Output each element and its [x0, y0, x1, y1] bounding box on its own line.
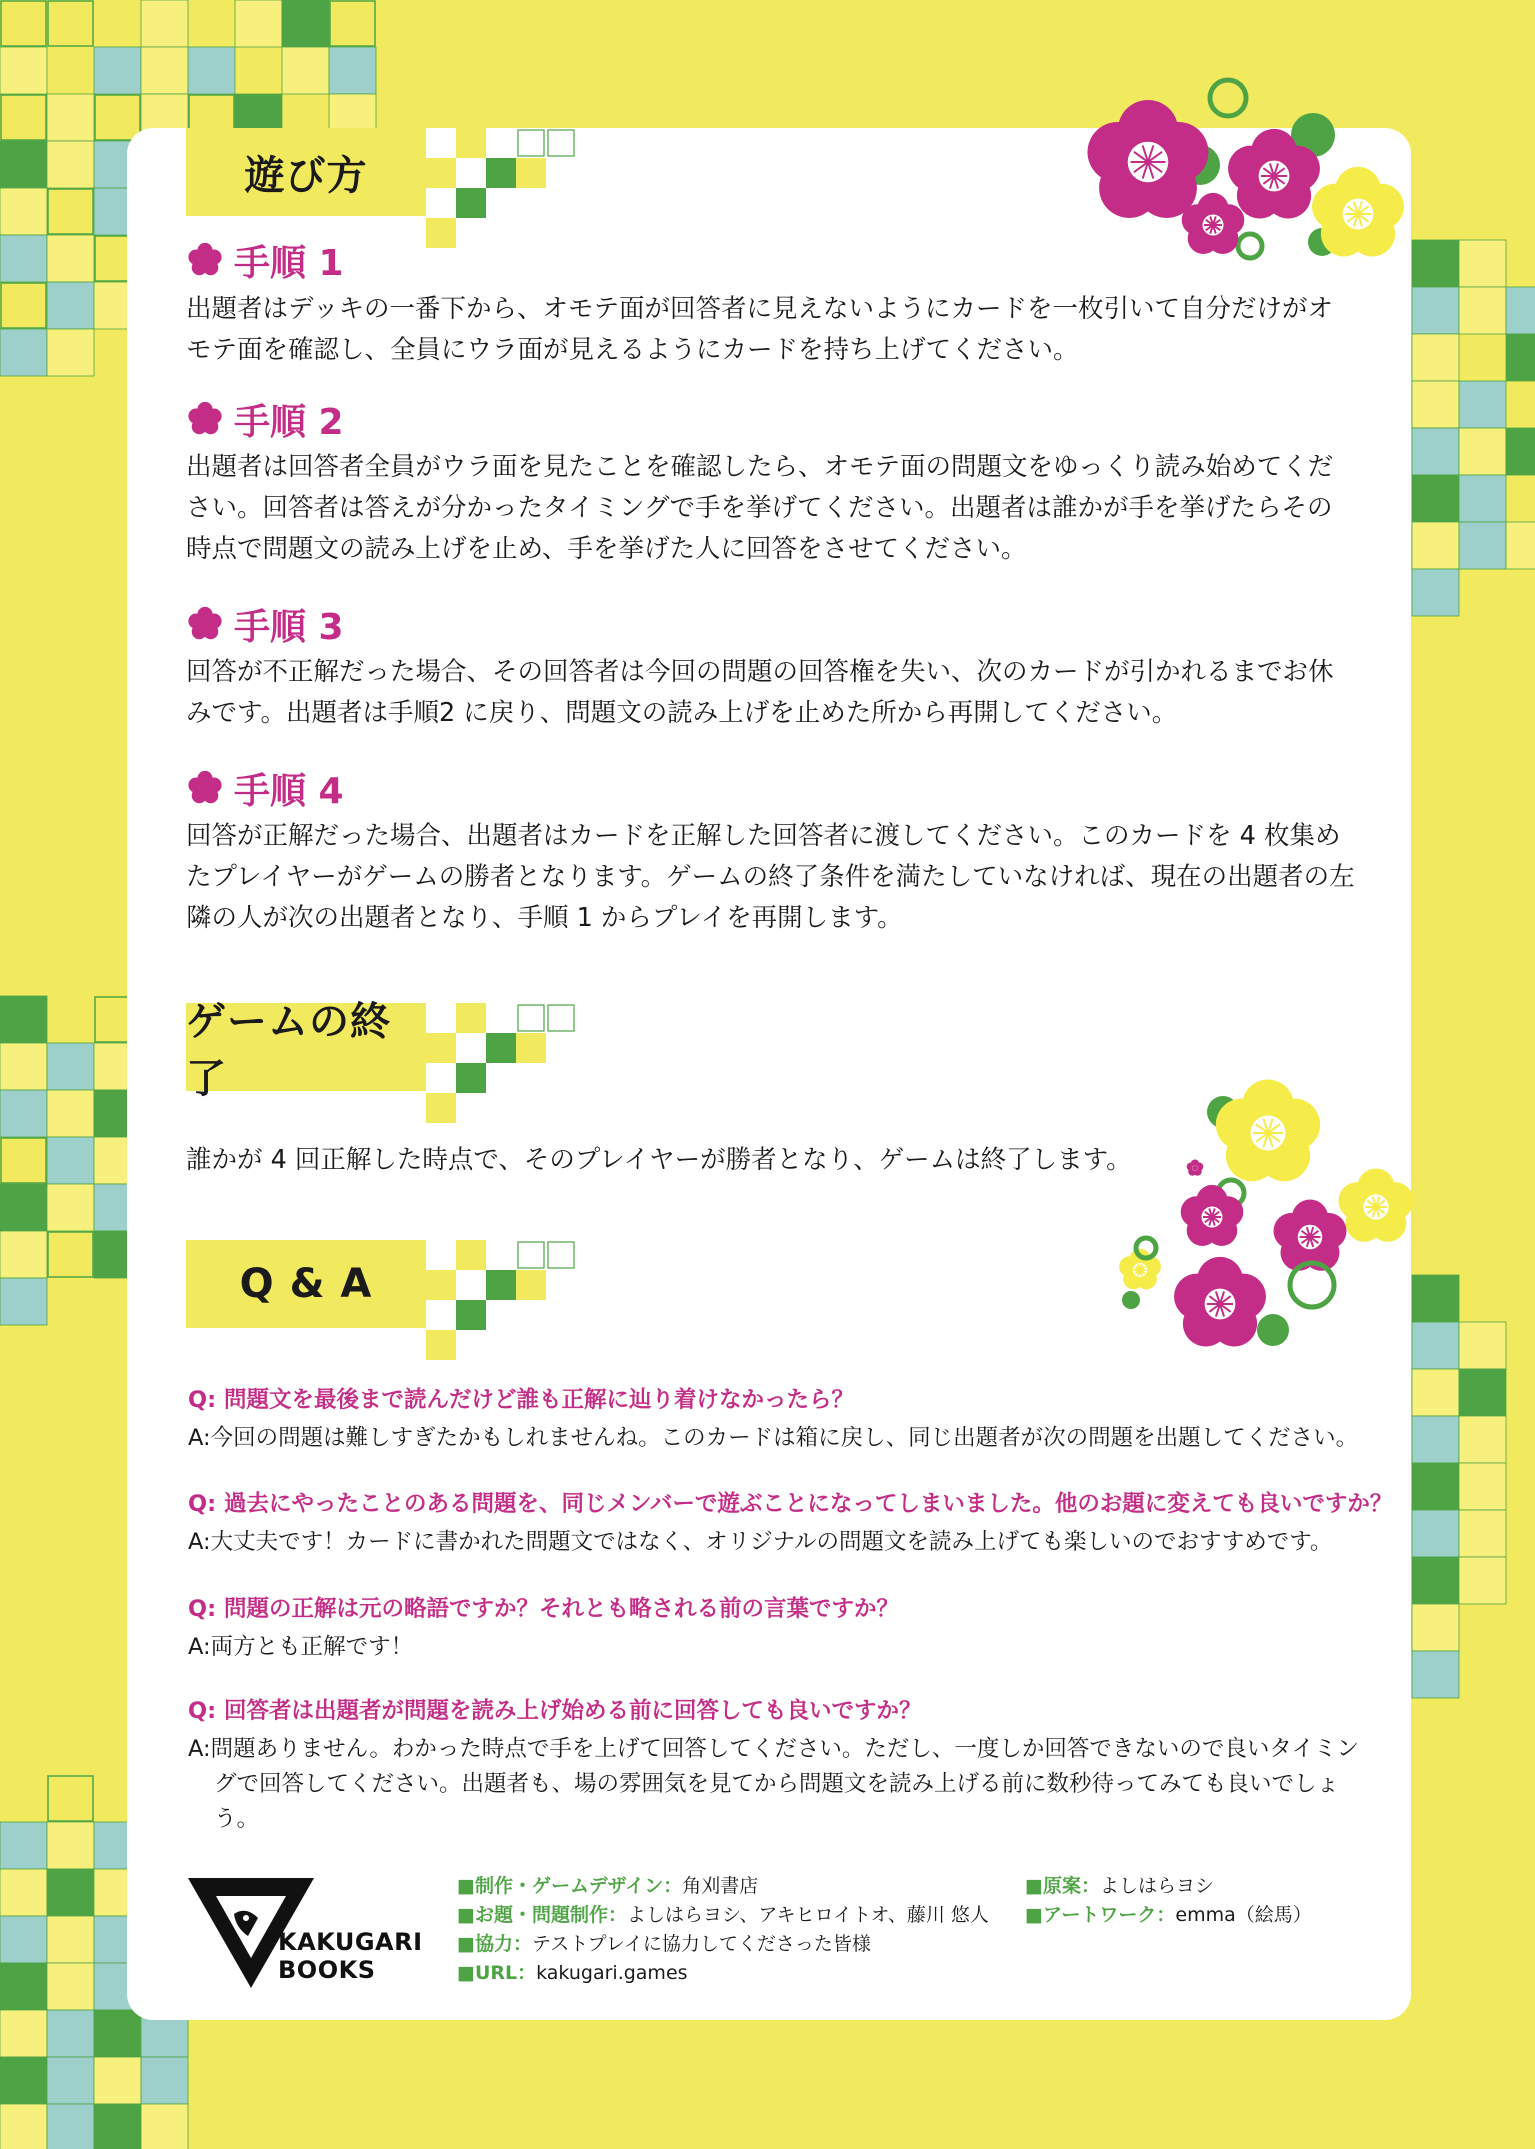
- qa-question-2: Q: 過去にやったことのある問題を、同じメンバーで遊ぶことになってしまいました。他のお題に変えても良いですか？: [188, 1491, 1393, 1517]
- checker-square: [456, 188, 486, 218]
- qa-answer-3: [188, 1630, 1368, 1665]
- flower-icon: [186, 605, 224, 643]
- answer-prefix: A:: [188, 1736, 211, 1762]
- credit-row: [457, 1872, 1017, 1901]
- plum-flower: [1181, 1185, 1244, 1246]
- checker-square: [426, 158, 456, 188]
- checker-square: [486, 158, 516, 188]
- step-title-label: 手順 3: [234, 606, 344, 648]
- credit-row: [457, 1930, 1017, 1959]
- plum-flower: [1088, 100, 1209, 218]
- section-title-game-end: ゲームの終了: [186, 1003, 426, 1091]
- plum-flower: [1312, 167, 1404, 257]
- credit-key: ■制作・ゲームデザイン：: [457, 1875, 683, 1897]
- credit-value: emma（絵馬）: [1175, 1904, 1312, 1926]
- checker-square: [516, 1033, 546, 1063]
- credit-key: ■お題・問題制作：: [457, 1904, 627, 1926]
- credit-row: [457, 1959, 1017, 1988]
- checker-square: [518, 1005, 544, 1031]
- checker-square: [456, 1003, 486, 1033]
- qa-answer-2: [188, 1525, 1368, 1560]
- plum-flower: [1174, 1257, 1266, 1347]
- credit-value: よしはらヨシ、アキヒロイトオ、藤川 悠人: [626, 1904, 989, 1926]
- credits-right: [1025, 1872, 1385, 1930]
- checker-square: [426, 1093, 456, 1123]
- checker-square: [456, 128, 486, 158]
- checker-square: [516, 158, 546, 188]
- credit-key: ■アートワーク：: [1025, 1904, 1176, 1926]
- checker-square: [518, 1242, 544, 1268]
- plum-flower: [1273, 1200, 1346, 1271]
- flower-icon: [186, 241, 224, 279]
- plum-flower: [1187, 1159, 1204, 1175]
- qa-question-4: Q: 回答者は出題者が問題を読み上げ始める前に回答しても良いですか？: [188, 1698, 922, 1724]
- credits-left: [457, 1872, 1017, 1988]
- checker-square: [486, 1033, 516, 1063]
- credit-value: よしはらヨシ: [1099, 1875, 1214, 1897]
- step-title-label: 手順 4: [234, 770, 344, 812]
- answer-text: 大丈夫です！カードに書かれた問題文ではなく、オリジナルの問題文を読み上げても楽しいのでおすすめです。: [210, 1529, 1333, 1555]
- qa-answer-1: [188, 1421, 1368, 1456]
- credit-row: [457, 1901, 1017, 1930]
- checker-square: [426, 1270, 456, 1300]
- credit-value: テストプレイに協力してくださった皆様: [531, 1933, 871, 1955]
- answer-text: 両方とも正解です！: [210, 1634, 414, 1660]
- answer-text: 今回の問題は難しすぎたかもしれませんね。このカードは箱に戻し、同じ出題者が次の問題を出題してください。: [210, 1425, 1359, 1451]
- step-1-text: 出題者はデッキの一番下から、オモテ面が回答者に見えないようにカードを一枚引いて自分だけがオモテ面を確認し、全員にウラ面が見えるようにカードを持ち上げてください。: [186, 294, 1333, 365]
- checker-square: [548, 1005, 574, 1031]
- checker-square: [518, 130, 544, 156]
- checker-square: [426, 218, 456, 248]
- credit-value: kakugari.games: [536, 1962, 688, 1984]
- checker-square: [456, 1063, 486, 1093]
- credit-row: [1025, 1872, 1385, 1901]
- checker-square: [456, 1240, 486, 1270]
- checker-square: [548, 1242, 574, 1268]
- qa-answer-4: [188, 1732, 1368, 1837]
- dot-ornament: [1257, 1314, 1289, 1346]
- credit-value: 角刈書店: [682, 1875, 759, 1897]
- logo-line-1: KAKUGARI: [278, 1928, 423, 1956]
- checker-square: [426, 1033, 456, 1063]
- credit-row: [1025, 1901, 1385, 1930]
- checker-square: [486, 1270, 516, 1300]
- kakugari-books-logo: [186, 1876, 423, 1991]
- checker-square: [516, 1270, 546, 1300]
- step-title-label: 手順 2: [234, 401, 344, 443]
- step-3-text: 回答が不正解だった場合、その回答者は今回の問題の回答権を失い、次のカードが引かれるまでお休みです。出題者は手順2 に戻り、問題文の読み上げを止めた所から再開してください。: [186, 657, 1334, 728]
- checker-square: [456, 1300, 486, 1330]
- flower-icon: [186, 769, 224, 807]
- credit-key: ■URL：: [457, 1962, 537, 1984]
- flower-icon: [186, 400, 224, 438]
- logo-line-2: BOOKS: [278, 1956, 376, 1984]
- step-title-label: 手順 1: [234, 242, 344, 284]
- step-4-title: [186, 766, 344, 810]
- section-title-howto: 遊び方: [186, 128, 426, 216]
- step-2-title: [186, 397, 344, 441]
- step-1-title: [186, 238, 344, 282]
- answer-prefix: A:: [188, 1529, 211, 1555]
- plum-flower: [1216, 1080, 1320, 1182]
- answer-prefix: A:: [188, 1425, 211, 1451]
- ring-ornament: [1238, 234, 1262, 258]
- answer-prefix: A:: [188, 1634, 211, 1660]
- checker-square: [548, 130, 574, 156]
- step-2-text: 出題者は回答者全員がウラ面を見たことを確認したら、オモテ面の問題文をゆっくり読み始めてください。回答者は答えが分かったタイミングで手を挙げてください。出題者は誰かが手を挙げたらその時点で問題文の読み上げを止め、手を挙げた人に回答をさせてください。: [186, 452, 1334, 564]
- credit-key: ■協力：: [457, 1933, 532, 1955]
- ring-ornament: [1290, 1263, 1334, 1307]
- step-3-title: [186, 602, 344, 646]
- step-4-text: 回答が正解だった場合、出題者はカードを正解した回答者に渡してください。このカードを 4 枚集めたプレイヤーがゲームの勝者となります。ゲームの終了条件を満たしていなければ、現在の出題者の左隣の人が次の出題者となり、手順 1 からプレイを再開します。: [186, 821, 1355, 933]
- section-title-qa: Q & A: [186, 1240, 426, 1328]
- checker-square: [426, 1330, 456, 1360]
- plum-flower: [1338, 1168, 1413, 1241]
- answer-text: 問題ありません。わかった時点で手を上げて回答してください。ただし、一度しか回答できないので良いタイミングで回答してください。出題者も、場の雰囲気を見てから問題文を読み上げる前に数秒待ってみても良いでしょう。: [210, 1736, 1359, 1832]
- credit-key: ■原案：: [1025, 1875, 1100, 1897]
- ring-ornament: [1210, 80, 1246, 116]
- qa-question-1: Q: 問題文を最後まで読んだけど誰も正解に辿り着けなかったら？: [188, 1387, 854, 1413]
- qa-question-3: Q: 問題の正解は元の略語ですか？それとも略される前の言葉ですか？: [188, 1596, 899, 1622]
- game-end-text: 誰かが 4 回正解した時点で、そのプレイヤーが勝者となり、ゲームは終了します。: [186, 1145, 1132, 1175]
- dot-ornament: [1122, 1291, 1140, 1309]
